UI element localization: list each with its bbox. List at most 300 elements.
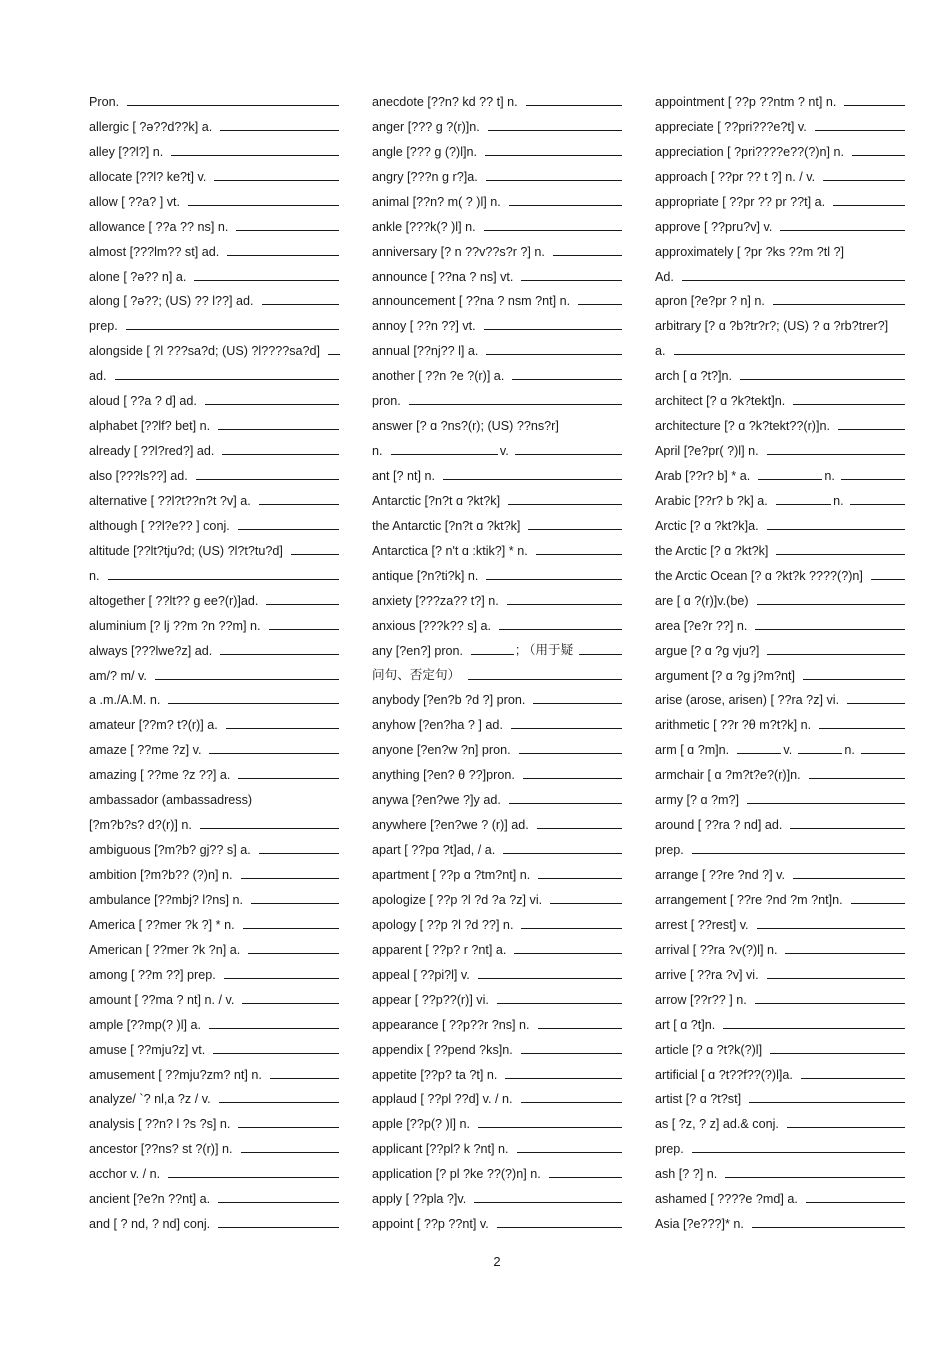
vocabulary-entry (89, 1059, 341, 1084)
entry-text: approximately [ ?pr ?ks ??m ?tl ?] (655, 244, 844, 259)
answer-blank-line[interactable] (815, 130, 905, 131)
entry-text: apartment [ ??p ɑ ?tm?nt] n. (372, 868, 531, 882)
answer-blank-line[interactable] (474, 1202, 622, 1203)
answer-blank-line[interactable] (798, 753, 842, 754)
entry-text: around [ ??ra ? nd] ad. (655, 818, 783, 833)
answer-blank-line[interactable] (512, 379, 622, 380)
answer-blank-line[interactable] (514, 953, 622, 954)
vocabulary-entry (372, 759, 624, 784)
answer-blank-line[interactable] (757, 928, 905, 929)
answer-blank-line[interactable] (209, 1028, 339, 1029)
answer-blank-line[interactable] (851, 903, 905, 904)
entry-text: appetite [??p? ta ?t] n. (372, 1067, 498, 1082)
entry-text: ash [? ?] n. (655, 1167, 718, 1182)
answer-blank-line[interactable] (521, 280, 622, 281)
vocabulary-entry (89, 709, 341, 734)
answer-blank-line[interactable] (823, 180, 905, 181)
answer-blank-line[interactable] (218, 1202, 339, 1203)
answer-blank-line[interactable] (171, 155, 339, 156)
vocabulary-entry (655, 410, 907, 435)
entry-text: already [ ??l?red?] ad. (89, 444, 215, 459)
answer-blank-line[interactable] (806, 1202, 905, 1203)
answer-blank-line[interactable] (248, 953, 339, 954)
entry-text: arbitrary [? ɑ ?b?tr?r?; (US) ? ɑ ?rb?trer?] (655, 319, 889, 334)
answer-blank-line[interactable] (188, 205, 339, 206)
answer-blank-line[interactable] (220, 654, 339, 655)
entry-text: appropriate [ ??pr ?? pr ??t] a. (655, 194, 826, 209)
entry-text: alongside [ ?l ???sa?d; (US) ?l????sa?d] (89, 344, 321, 359)
vocabulary-entry (372, 1059, 624, 1084)
entry-text: arrest [ ??rest] v. (655, 917, 749, 932)
answer-blank-line[interactable] (269, 629, 340, 630)
entry-text: Antarctic [?n?t ɑ ?kt?k] (372, 493, 501, 508)
vocabulary-entry (655, 909, 907, 934)
vocabulary-entry (655, 286, 907, 311)
vocabulary-entry (372, 1158, 624, 1183)
answer-blank-line[interactable] (793, 878, 905, 879)
entry-text: approach [ ??pr ?? t ?] n. / v. (655, 169, 816, 184)
vocabulary-entry (372, 809, 624, 834)
answer-blank-line[interactable] (785, 953, 905, 954)
vocabulary-entry (655, 435, 907, 460)
vocabulary-entry (89, 286, 341, 311)
answer-blank-line[interactable] (478, 978, 622, 979)
answer-blank-line[interactable] (259, 504, 339, 505)
vocabulary-entry (89, 1183, 341, 1208)
entry-text: arrangement [ ??re ?nd ?m ?nt]n. (655, 892, 843, 907)
answer-blank-line[interactable] (443, 479, 622, 480)
entry-text: ambulance [??mbj? l?ns] n. (89, 892, 244, 907)
answer-blank-line[interactable] (468, 679, 622, 680)
vocabulary-entry (372, 485, 624, 510)
entry-text: anybody [?en?b ?d ?] pron. (372, 693, 526, 708)
entry-text: appear [ ??p??(r)] vi. (372, 992, 489, 1007)
entry-text: among [ ??m ??] prep. (89, 967, 216, 982)
entry-text: n. (372, 444, 383, 459)
vocabulary-entry (372, 535, 624, 560)
vocabulary-entry (655, 510, 907, 535)
answer-blank-line[interactable] (484, 230, 622, 231)
answer-blank-line[interactable] (505, 1078, 622, 1079)
entry-text: alternative [ ??l?t??n?t ?v] a. (89, 493, 251, 508)
answer-blank-line[interactable] (509, 205, 622, 206)
entry-text: anecdote [??n? kd ?? t] n. (372, 94, 518, 109)
vocabulary-entry (89, 136, 341, 161)
answer-blank-line[interactable] (259, 853, 339, 854)
answer-blank-line[interactable] (521, 1053, 622, 1054)
entry-text: announcement [ ??na ? nsm ?nt] n. (372, 294, 571, 309)
answer-blank-line[interactable] (486, 354, 622, 355)
entry-text: Arab [??r? b] * a. (655, 469, 751, 483)
vocabulary-entry (372, 410, 624, 435)
answer-blank-line[interactable] (533, 703, 622, 704)
entry-text: ad. (89, 369, 107, 384)
answer-blank-line[interactable] (767, 529, 905, 530)
answer-blank-line[interactable] (108, 579, 339, 580)
entry-text: article [? ɑ ?t?k(?)l] (655, 1042, 763, 1057)
answer-blank-line[interactable] (801, 1078, 905, 1079)
answer-blank-line[interactable] (767, 454, 905, 455)
answer-blank-line[interactable] (508, 504, 622, 505)
vocabulary-entry (655, 934, 907, 959)
entry-text: amaze [ ??me ?z] v. (89, 743, 202, 758)
answer-blank-line[interactable] (262, 304, 339, 305)
answer-blank-line[interactable] (553, 255, 622, 256)
vocabulary-entry (372, 660, 624, 685)
vocabulary-entry (655, 834, 907, 859)
entry-text: the Arctic [? ɑ ?kt?k] (655, 543, 769, 558)
answer-blank-line[interactable] (127, 105, 339, 106)
entry-text: altitude [??lt?tju?d; (US) ?l?t?tu?d] (89, 543, 283, 558)
vocabulary-entry (655, 984, 907, 1009)
vocabulary-entry (89, 809, 341, 834)
entry-text: arise (arose, arisen) [ ??ra ?z] vi. (655, 693, 840, 708)
answer-blank-line[interactable] (236, 230, 339, 231)
vocabulary-entry (89, 560, 341, 585)
entry-text: are [ ɑ ?(r)]v.(be) (655, 593, 749, 608)
answer-blank-line[interactable] (503, 853, 622, 854)
entry-text: acchor v. / n. (89, 1167, 161, 1182)
answer-blank-line[interactable] (218, 429, 339, 430)
answer-blank-line[interactable] (749, 1102, 905, 1103)
vocabulary-entry (655, 1158, 907, 1183)
answer-blank-line[interactable] (218, 1227, 339, 1228)
answer-blank-line[interactable] (499, 629, 622, 630)
entry-text: application [? pl ?ke ??(?)n] n. (372, 1167, 541, 1182)
vocabulary-entry (89, 261, 341, 286)
vocabulary-entry (89, 385, 341, 410)
entry-part-of-speech: ; （用于疑 (515, 642, 574, 657)
answer-blank-line[interactable] (220, 130, 339, 131)
answer-blank-line[interactable] (757, 604, 905, 605)
answer-blank-line[interactable] (478, 1127, 622, 1128)
answer-blank-line[interactable] (485, 155, 622, 156)
answer-blank-line[interactable] (521, 1102, 623, 1103)
vocabulary-entry (89, 1158, 341, 1183)
answer-blank-line[interactable] (537, 828, 622, 829)
answer-blank-line[interactable] (819, 728, 905, 729)
answer-blank-line[interactable] (692, 1152, 905, 1153)
answer-blank-line[interactable] (787, 1127, 905, 1128)
answer-blank-line[interactable] (767, 654, 905, 655)
answer-blank-line[interactable] (850, 504, 905, 505)
answer-blank-line[interactable] (737, 753, 781, 754)
answer-blank-line[interactable] (243, 928, 339, 929)
entry-text: applicant [??pl? k ?nt] n. (372, 1142, 509, 1157)
answer-blank-line[interactable] (511, 728, 622, 729)
vocabulary-entry (372, 934, 624, 959)
entry-text: ancient [?e?n ??nt] a. (89, 1192, 211, 1207)
vocabulary-entry (655, 385, 907, 410)
entry-text: Arabic [??r? b ?k] a. (655, 493, 768, 508)
vocabulary-entry (655, 460, 907, 485)
answer-blank-line[interactable] (773, 304, 905, 305)
answer-blank-line[interactable] (538, 1028, 622, 1029)
answer-blank-line[interactable] (844, 105, 905, 106)
answer-blank-line[interactable] (536, 554, 622, 555)
entry-text: am/? m/ v. (89, 668, 147, 683)
vocabulary-entry (372, 709, 624, 734)
answer-blank-line[interactable] (196, 479, 339, 480)
vocabulary-entry (655, 186, 907, 211)
entry-text: the Arctic Ocean [? ɑ ?kt?k ????(?)n] (655, 568, 863, 583)
answer-blank-line[interactable] (486, 180, 622, 181)
answer-blank-line[interactable] (251, 903, 339, 904)
answer-blank-line[interactable] (200, 828, 339, 829)
answer-blank-line[interactable] (578, 304, 622, 305)
entry-text: anxiety [???za?? t?] n. (372, 593, 499, 608)
answer-blank-line[interactable] (155, 679, 339, 680)
answer-blank-line[interactable] (209, 753, 339, 754)
answer-blank-line[interactable] (238, 778, 339, 779)
answer-blank-line[interactable] (291, 554, 339, 555)
vocabulary-entry (655, 660, 907, 685)
answer-blank-line[interactable] (227, 255, 339, 256)
entry-text: Arctic [? ɑ ?kt?k]a. (655, 518, 759, 533)
answer-blank-line[interactable] (833, 205, 905, 206)
answer-blank-line[interactable] (515, 454, 622, 455)
answer-blank-line[interactable] (168, 703, 339, 704)
vocabulary-entry (655, 784, 907, 809)
answer-blank-line[interactable] (194, 280, 339, 281)
vocabulary-entry (372, 859, 624, 884)
answer-blank-line[interactable] (776, 504, 831, 505)
answer-blank-line[interactable] (538, 878, 622, 879)
entry-part-of-speech: n. (833, 493, 844, 508)
vocabulary-entry (655, 86, 907, 111)
answer-blank-line[interactable] (526, 105, 622, 106)
answer-blank-line[interactable] (809, 778, 905, 779)
vocabulary-entry (655, 1059, 907, 1084)
answer-blank-line[interactable] (222, 454, 339, 455)
vocabulary-entry (372, 286, 624, 311)
entry-text: applaud [ ??pl ??d] v. / n. (372, 1092, 513, 1107)
answer-blank-line[interactable] (528, 529, 622, 530)
entry-part-of-speech: v. (783, 743, 793, 758)
answer-blank-line[interactable] (238, 529, 339, 530)
answer-blank-line[interactable] (238, 1127, 339, 1128)
answer-blank-line[interactable] (488, 130, 622, 131)
vocabulary-entry (372, 734, 624, 759)
vocabulary-entry (655, 1183, 907, 1208)
answer-blank-line[interactable] (838, 429, 905, 430)
vocabulary-entry (372, 460, 624, 485)
answer-blank-line[interactable] (168, 1177, 339, 1178)
answer-blank-line[interactable] (486, 579, 622, 580)
vocabulary-entry (89, 660, 341, 685)
answer-blank-line[interactable] (725, 1177, 905, 1178)
answer-blank-line[interactable] (497, 1227, 622, 1228)
vocabulary-entry (655, 635, 907, 660)
answer-blank-line[interactable] (241, 878, 339, 879)
vocabulary-entry (372, 435, 624, 460)
vocabulary-entry (372, 1034, 624, 1059)
vocabulary-entry (655, 734, 907, 759)
answer-blank-line[interactable] (550, 903, 622, 904)
answer-blank-line[interactable] (213, 1053, 339, 1054)
entry-text: 问句、否定句） (372, 667, 461, 682)
answer-blank-line[interactable] (803, 679, 905, 680)
answer-blank-line[interactable] (214, 180, 339, 181)
vocabulary-entry (655, 310, 907, 335)
vocabulary-entry (655, 136, 907, 161)
entry-text: arrange [ ??re ?nd ?] v. (655, 868, 785, 882)
entry-text: alphabet [??lf? bet] n. (89, 419, 211, 434)
vocabulary-entry (89, 734, 341, 759)
answer-blank-line[interactable] (521, 928, 622, 929)
vocabulary-entry (89, 86, 341, 111)
entry-text: ant [? nt] n. (372, 469, 436, 483)
entry-text: amateur [??m? t?(r)] a. (89, 718, 218, 733)
entry-text: anxious [???k?? s] a. (372, 618, 492, 633)
entry-text: almost [???lm?? st] ad. (89, 244, 220, 259)
answer-blank-line[interactable] (497, 1003, 622, 1004)
vocabulary-entry (89, 834, 341, 859)
entry-text: anywhere [?en?we ? (r)] ad. (372, 818, 529, 833)
vocabulary-entry (655, 211, 907, 236)
answer-blank-line[interactable] (391, 454, 498, 455)
vocabulary-entry (655, 360, 907, 385)
entry-text: anywa [?en?we ?]y ad. (372, 793, 501, 808)
answer-blank-line[interactable] (205, 404, 339, 405)
entry-text: anyone [?en?w ?n] pron. (372, 743, 511, 758)
answer-blank-line[interactable] (776, 554, 905, 555)
entry-text: aloud [ ??a ? d] ad. (89, 394, 197, 409)
vocabulary-entry (89, 909, 341, 934)
vocabulary-column-2 (372, 86, 624, 1233)
answer-blank-line[interactable] (509, 803, 622, 804)
entry-text: apart [ ??pɑ ?t]ad, / a. (372, 843, 496, 858)
entry-part-of-speech: n. (824, 469, 835, 483)
vocabulary-entry (655, 1108, 907, 1133)
entry-text: angle [??? ɡ (?)l]n. (372, 144, 478, 159)
answer-blank-line[interactable] (682, 280, 905, 281)
answer-blank-line[interactable] (409, 404, 622, 405)
answer-blank-line[interactable] (692, 853, 905, 854)
answer-blank-line[interactable] (758, 479, 822, 480)
answer-blank-line[interactable] (740, 379, 905, 380)
entry-text: annual [??nj?? l] a. (372, 344, 479, 359)
answer-blank-line[interactable] (723, 1028, 905, 1029)
answer-blank-line[interactable] (871, 579, 905, 580)
answer-blank-line[interactable] (115, 379, 339, 380)
answer-blank-line[interactable] (770, 1053, 905, 1054)
vocabulary-entry (655, 685, 907, 710)
answer-blank-line[interactable] (767, 978, 905, 979)
entry-text: along [ ?ə??; (US) ?? l??] ad. (89, 294, 254, 309)
entry-text: [?m?b?s? d?(r)] n. (89, 818, 192, 833)
answer-blank-line[interactable] (507, 604, 622, 605)
answer-blank-line[interactable] (752, 1227, 905, 1228)
answer-blank-line[interactable] (517, 1152, 622, 1153)
entry-text: apology [ ??p ?l ?d ??] n. (372, 917, 514, 932)
answer-blank-line[interactable] (471, 654, 514, 655)
entry-text: arrow [??r?? ] n. (655, 992, 747, 1007)
answer-blank-line[interactable] (226, 728, 339, 729)
entry-text: amuse [ ??mju?z] vt. (89, 1042, 206, 1057)
entry-text: apply [ ??pla ?]v. (372, 1192, 467, 1207)
entry-text: appreciation [ ?pri????e??(?)n] n. (655, 144, 845, 159)
answer-blank-line[interactable] (270, 1078, 339, 1079)
answer-blank-line[interactable] (224, 978, 339, 979)
answer-blank-line[interactable] (241, 1152, 340, 1153)
vocabulary-entry (89, 360, 341, 385)
answer-blank-line[interactable] (674, 354, 905, 355)
answer-blank-line[interactable] (755, 629, 905, 630)
answer-blank-line[interactable] (852, 155, 905, 156)
entry-text: prep. (655, 843, 684, 858)
vocabulary-entry (655, 236, 907, 261)
vocabulary-entry (89, 460, 341, 485)
answer-blank-line[interactable] (755, 1003, 905, 1004)
vocabulary-entry (89, 161, 341, 186)
vocabulary-entry (89, 236, 341, 261)
answer-blank-line[interactable] (219, 1102, 339, 1103)
answer-blank-line[interactable] (328, 354, 340, 355)
answer-blank-line[interactable] (780, 230, 905, 231)
answer-blank-line[interactable] (790, 828, 905, 829)
entry-text: amusement [ ??mju?zm? nt] n. (89, 1067, 262, 1082)
answer-blank-line[interactable] (549, 1177, 622, 1178)
vocabulary-entry (372, 884, 624, 909)
vocabulary-entry (372, 335, 624, 360)
entry-text: arm [ ɑ ?m]n. (655, 743, 730, 758)
answer-blank-line[interactable] (793, 404, 905, 405)
entry-text: artist [? ɑ ?t?st] (655, 1092, 742, 1107)
entry-text: and [ ? nd, ? nd] conj. (89, 1217, 211, 1232)
answer-blank-line[interactable] (484, 329, 622, 330)
vocabulary-column-3 (655, 86, 907, 1233)
vocabulary-entry (89, 1034, 341, 1059)
answer-blank-line[interactable] (126, 329, 339, 330)
entry-text: amount [ ??ma ? nt] n. / v. (89, 992, 235, 1007)
entry-text: art [ ɑ ?t]n. (655, 1017, 716, 1032)
vocabulary-entry (89, 635, 341, 660)
vocabulary-entry (372, 834, 624, 859)
entry-text: ambiguous [?m?b? ɡj?? s] a. (89, 843, 251, 858)
entry-text: aluminium [? lj ??m ?n ??m] n. (89, 618, 261, 633)
entry-text: April [?e?pr( ?)l] n. (655, 444, 759, 459)
vocabulary-entry (89, 784, 341, 809)
answer-blank-line[interactable] (847, 703, 905, 704)
entry-text: altogether [ ??lt?? ɡ ee?(r)]ad. (89, 593, 259, 608)
vocabulary-entry (655, 585, 907, 610)
entry-text: although [ ??l?e?? ] conj. (89, 518, 230, 533)
answer-blank-line[interactable] (841, 479, 905, 480)
vocabulary-entry (89, 335, 341, 360)
answer-blank-line[interactable] (519, 753, 622, 754)
answer-blank-line[interactable] (242, 1003, 339, 1004)
entry-text: allocate [??l? ke?t] v. (89, 169, 207, 184)
answer-blank-line[interactable] (523, 778, 622, 779)
entry-text: angry [???n ɡ r?]a. (372, 169, 478, 184)
entry-text: American [ ??mer ?k ?n] a. (89, 942, 241, 957)
answer-blank-line[interactable] (579, 654, 622, 655)
entry-text: architect [? ɑ ?k?tekt]n. (655, 394, 786, 409)
vocabulary-entry (372, 1108, 624, 1133)
entry-text: apparent [ ??p? r ?nt] a. (372, 942, 507, 957)
entry-text: artificial [ ɑ ?t??f??(?)l]a. (655, 1067, 793, 1082)
vocabulary-entry (372, 635, 624, 660)
answer-blank-line[interactable] (747, 803, 905, 804)
vocabulary-entry (655, 485, 907, 510)
entry-text: allowance [ ??a ?? ns] n. (89, 219, 229, 234)
entry-text: annoy [ ??n ??] vt. (372, 319, 476, 334)
entry-text: allow [ ??a? ] vt. (89, 194, 181, 209)
answer-blank-line[interactable] (266, 604, 339, 605)
answer-blank-line[interactable] (861, 753, 905, 754)
entry-text: another [ ??n ?e ?(r)] a. (372, 369, 505, 384)
